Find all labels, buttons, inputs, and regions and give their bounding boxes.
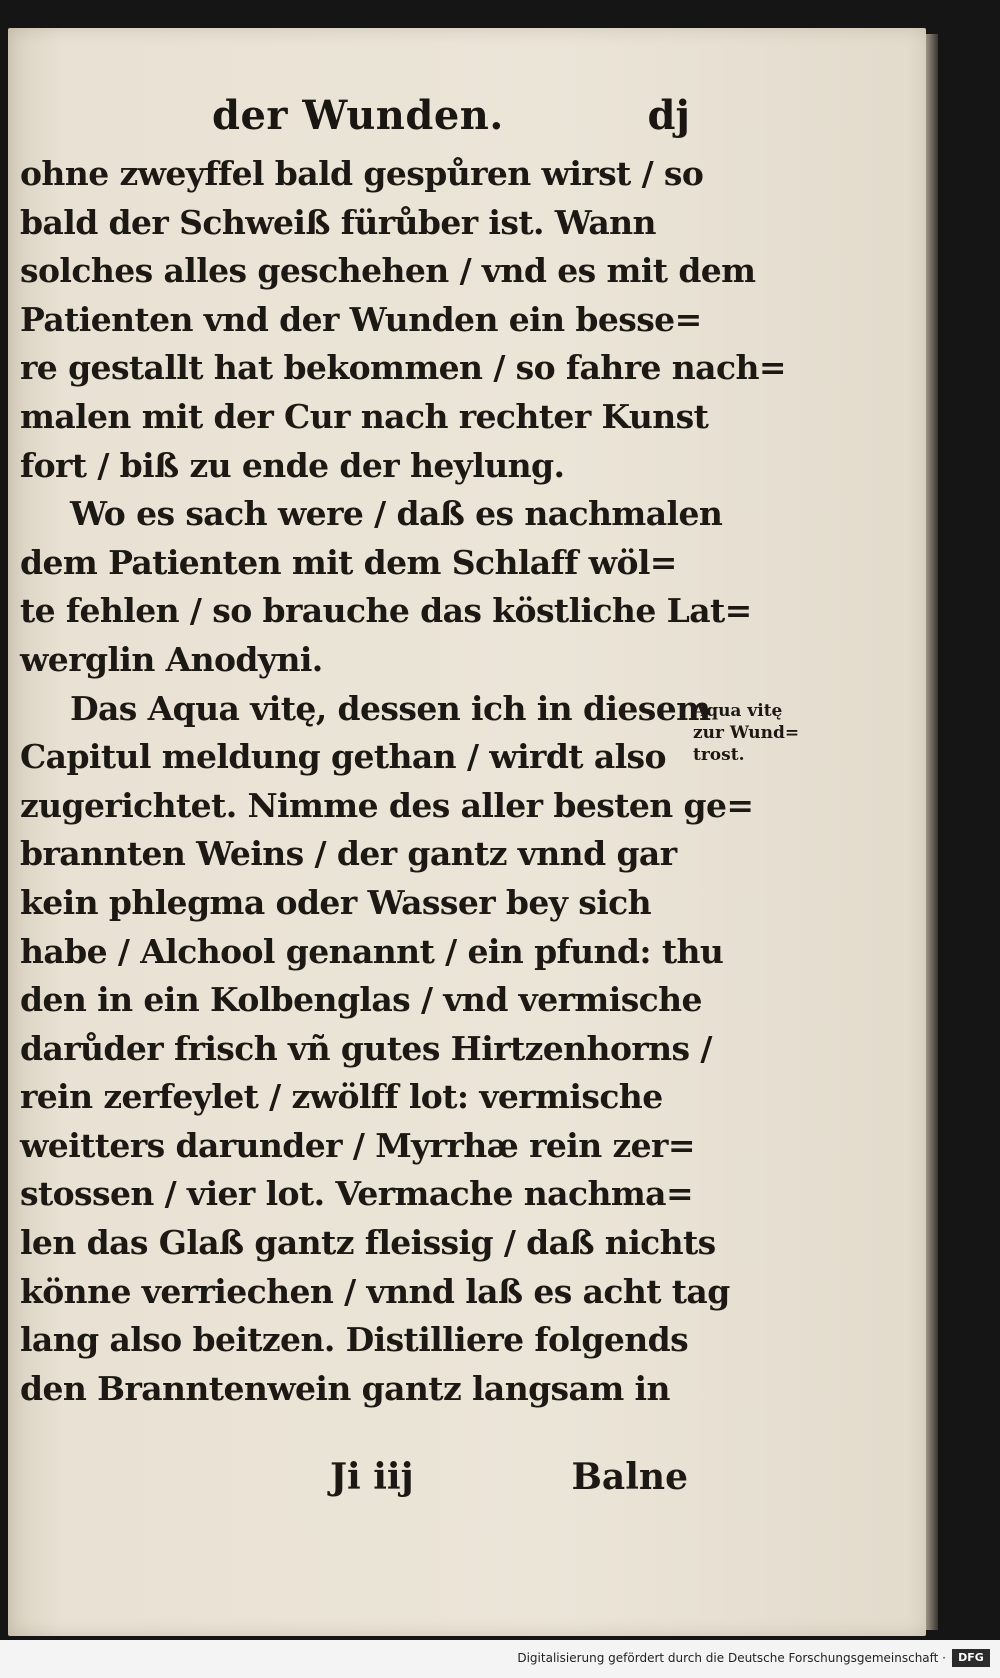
page-footer xyxy=(20,1456,688,1506)
text-line: zugerichtet. Nimme des aller besten ge= xyxy=(20,785,754,825)
folio-signature: dj xyxy=(647,92,690,139)
marginal-line: zur Wund= xyxy=(693,723,800,743)
text-line: Wo es sach were / daß es nachmalen xyxy=(70,494,723,534)
running-head: der Wunden. xyxy=(212,92,504,139)
dfg-logo: DFG xyxy=(952,1649,990,1667)
text-line: werglin Anodyni. xyxy=(20,639,323,679)
text-line: re gestallt hat bekommen / so fahre nach= xyxy=(20,348,786,388)
text-line: malen mit der Cur nach rechter Kunst xyxy=(20,396,709,436)
page-edge xyxy=(926,34,938,1630)
catchword: Balne xyxy=(571,1456,688,1498)
credit-text: Digitalisierung gefördert durch die Deutsche Forschungsgemeinschaft · xyxy=(517,1651,946,1665)
text-line: kein phlegma oder Wasser bey sich xyxy=(20,882,652,922)
text-line: habe / Alchool genannt / ein pfund: thu xyxy=(20,931,724,971)
text-line: den in ein Kolbenglas / vnd vermische xyxy=(20,980,702,1020)
text-line: rein zerfeylet / zwölff lot: vermische xyxy=(20,1077,663,1117)
text-line: stossen / vier lot. Vermache nachma= xyxy=(20,1174,693,1214)
page-header xyxy=(200,92,690,148)
text-line: dem Patienten mit dem Schlaff wöl= xyxy=(20,542,677,582)
digitization-credit-bar xyxy=(0,1640,1000,1678)
text-line: Capitul meldung gethan / wirdt also xyxy=(20,737,666,777)
marginal-line: trost. xyxy=(693,745,745,765)
text-line: brannten Weins / der gantz vnnd gar xyxy=(20,834,677,874)
text-line: darůder frisch vñ gutes Hirtzenhorns / xyxy=(20,1028,712,1068)
text-line: te fehlen / so brauche das köstliche Lat= xyxy=(20,591,752,631)
signature-mark: Ji iij xyxy=(330,1456,414,1498)
marginal-note xyxy=(693,700,833,766)
text-line: fort / biß zu ende der heylung. xyxy=(20,445,565,485)
text-line: weitters darunder / Myrrhæ rein zer= xyxy=(20,1125,695,1165)
text-line: len das Glaß gantz fleissig / daß nichts xyxy=(20,1223,716,1263)
text-line: bald der Schweiß fürůber ist. Wann xyxy=(20,202,656,242)
text-line: Das Aqua vitę, dessen ich in diesem xyxy=(70,688,711,728)
text-line: lang also beitzen. Distilliere folgends xyxy=(20,1320,689,1360)
text-line: ohne zweyffel bald gespůren wirst / so xyxy=(20,154,704,193)
marginal-line: Aqua vitę xyxy=(693,701,783,721)
text-line: den Branntenwein gantz langsam in xyxy=(20,1368,670,1408)
text-line: Patienten vnd der Wunden ein besse= xyxy=(20,299,702,339)
text-line: könne verriechen / vnnd laß es acht tag xyxy=(20,1271,730,1311)
text-line: solches alles geschehen / vnd es mit dem xyxy=(20,251,756,291)
